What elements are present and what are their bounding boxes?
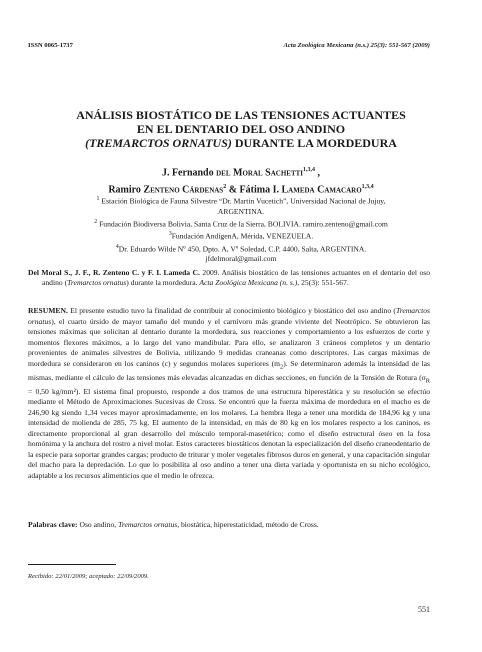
title-line-3-rest: DURANTE LA MORDEDURA [231,136,397,150]
paper-title [40,108,442,150]
affiliation-4-text: Dr. Eduardo Wilde Nº 450, Dpto. A, Vº Soledad, C.P. 4400, Salta, ARGENTINA. [118,244,367,254]
keywords [28,520,430,530]
title-line-3 [40,136,442,150]
affiliation-1 [30,194,452,207]
affiliation-1-number: 1 [96,196,100,202]
author-1-given: J. Fernando [161,167,217,179]
contact-email: jfdelmoral@gmail.com [205,254,277,264]
page-number: 551 [418,605,430,614]
title-line-2: EN EL DENTARIO DEL OSO ANDINO [136,122,346,136]
affiliation-3-number: 3 [168,231,172,238]
affiliation-1-text: Estación Biológica de Fauna Silvestre “Dr. Martín Vucetich”, Universidad Nacional de Jujuy, [99,196,386,206]
author-line-1 [30,163,452,180]
affiliation-2-number: 2 [94,218,98,225]
author-separator: , [315,167,321,179]
journal-citation-header: Acta Zoológica Mexicana (n.s.) 25(3): 551-567 (2009) [283,42,430,49]
affiliation-4-number: 4 [115,243,119,250]
keywords-label: Palabras clave: [28,520,78,529]
citation-text-1: 2009. Análisis biostático de las tensiones actuantes en el dentario del oso andino ( [42,268,430,288]
citation-text-2: ) durante la mordedura. [126,278,200,288]
author-2-given: Ramiro [108,184,144,196]
author-list [30,163,452,198]
abstract-text-3: ). Se determinaron además la intensidad de las mismas, mediante el cálculo de las tensiones más elevadas alcanzadas en dichas secciones, en función de la Tensión de Rotura (σ [28,358,431,382]
citation-authors: Del Moral S., J. F., R. Zenteno C. y F. I. Lameda C. [28,268,200,277]
keywords-text-2: , biostática, hiperestaticidad, método de Cross. [177,520,319,529]
abstract-species: Tremarctos ornatus [28,306,430,326]
affiliation-1-country: ARGENTINA. [217,206,265,216]
abstract-text-2: ), el cuarto úrsido de mayor tamaño del mundo y el carnívoro más grande viviente del Neotrópico. Se obtuvieron las tensiones máximas que solicitan al dentario durante la mordedura, sus reacciones y comportamiento a los esfuerzos de corte y momentos flexores máximos, a lo largo del vano mandibular. Para ello, se analizaron 3 cráneos completos y un dentario provenientes de animales silvestres de Bolivia, utilizando 9 medidas craneanas como descriptores. Las cargas máximas de mordedura se consideraron en los caninos (c) y segundos molares superiores (m [28,316,430,368]
affiliation-2 [30,217,452,230]
affiliation-4 [30,242,452,255]
citation-block [28,268,430,289]
affiliations [30,194,452,264]
author-3-given: Fátima I. [239,184,282,196]
title-species: (TREMARCTOS ORNATUS) [85,136,232,150]
issn-label: ISSN 0065-1737 [28,42,73,49]
abstract-subscript-r: R [425,377,430,385]
keywords-species: Tremarctos ornatus [118,520,178,529]
affiliation-3-text: Fundación AndígenA, Mérida, VENEZUELA. [171,231,314,241]
author-ampersand: & [226,184,240,196]
author-2-family: Zenteno Cárdenas [143,184,224,196]
received-dates: Recibido: 22/01/2009; aceptado: 22/09/2009. [28,573,149,580]
abstract-label: RESUMEN. [28,306,68,315]
abstract-subscript-m: 2 [280,363,284,371]
keywords-text-1: Oso andino, [77,520,119,529]
affiliation-3 [30,229,452,242]
author-3-affil: 1,3,4 [361,184,374,191]
author-1-affil: 1,3,4 [303,167,316,173]
author-3-family: Lameda Camacaro [281,184,362,196]
author-2-affil: 2 [223,184,227,191]
citation-species: Tremarctos ornatus [67,278,127,288]
affiliation-2-text: Fundación Biodiversa Bolivia, Santa Cruz de la Sierra, BOLIVIA. ramiro.zenteno@gmail.com [97,219,388,229]
abstract-text-4: = 0,50 kg/mm²). El sistema final propuesto, responde a dos tramos de una estructura hiperestática y su resolución se efectúo mediante el Método de Aproximaciones Sucesivas de Cross. Se encontró que la fuerza máxima de mordedura en el macho es de 246,90 kg siendo 1,34 veces mayor aproximadamente, en los molares. La hembra llega a tener una mordida de 184,96 kg y una intensidad de molienda de 285, 75 kg. El aumento de la intensidad, en más de 80 kg en los molares respecto a los caninos, es directamente proporcional al gran desarrollo del músculo temporal-masetérico; como el diseño estructural óseo en la fosa homónima y la anchura del rostro a nivel molar. Estos caracteres biostáticos denotan la especialización del diseño craneodentario de la especie para soportar grandes cargas; producto de triturar y moler vegetales fibrosos duros en general, y una capacitación singular del macho para la depredación. Lo que lo posibilita al oso andino a tener una dieta variada y oportunista en su nicho ecológico, adaptable a los recursos alimenticios que el medio le ofrezca. [28,386,430,480]
citation-text-3: 25(3): 551-567. [299,278,349,288]
running-header [28,42,430,49]
footnote-rule [28,564,116,565]
title-line-1: ANÁLISIS BIOSTÁTICO DE LAS TENSIONES ACTUANTES [76,108,406,122]
abstract [28,306,430,481]
citation-journal: Acta Zoológica Mexicana (n. s.), [199,278,300,288]
author-1-family: del Moral Sachetti [216,167,304,179]
abstract-text-1: El presente estudio tuvo la finalidad de contribuir al conocimiento biológico y biostático del oso andino ( [67,306,396,315]
